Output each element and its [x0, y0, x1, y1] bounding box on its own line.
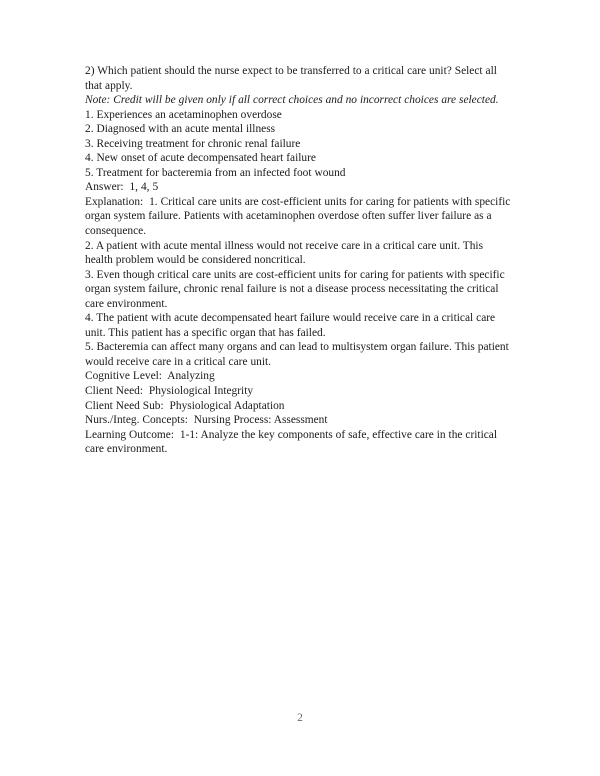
explanation-5: 5. Bacteremia can affect many organs and can lead to multisystem organ failure. This patient would receive care in a critical care unit. — [85, 341, 512, 368]
answer-option-5: 5. Treatment for bacteremia from an infected foot wound — [85, 166, 346, 179]
metadata-nursing-concepts: Nurs./Integ. Concepts: Nursing Process: Assessment — [85, 414, 328, 427]
metadata-client-need: Client Need: Physiological Integrity — [85, 385, 254, 398]
answer-key: Answer: 1, 4, 5 — [85, 181, 159, 194]
answer-option-1: 1. Experiences an acetaminophen overdose — [85, 108, 282, 121]
metadata-cognitive-level: Cognitive Level: Analyzing — [85, 370, 215, 383]
explanation-1: Explanation: 1. Critical care units are cost-efficient units for caring for patients with specific organ system failure. Patients with acetaminophen overdose often suffer liver failure as a consequence. — [85, 195, 514, 238]
explanation-2: 2. A patient with acute mental illness would not receive care in a critical care unit. This health problem would be considered noncritical. — [85, 239, 486, 267]
page-content — [85, 64, 513, 457]
question-note: Note: Credit will be given only if all correct choices and no incorrect choices are selected. — [85, 94, 499, 107]
answer-option-3: 3. Receiving treatment for chronic renal failure — [85, 137, 301, 150]
metadata-learning-outcome: Learning Outcome: 1-1: Analyze the key components of safe, effective care in the critical care environment. — [85, 428, 500, 456]
explanation-4: 4. The patient with acute decompensated heart failure would receive care in a critical care unit. This patient has a specific organ that has failed. — [85, 312, 499, 339]
metadata-client-need-sub: Client Need Sub: Physiological Adaptation — [85, 399, 285, 412]
question-stem: 2) Which patient should the nurse expect to be transferred to a critical care unit? Select all that apply. — [85, 65, 500, 92]
explanation-3: 3. Even though critical care units are cost-efficient units for caring for patients with specific organ system failure, chronic renal failure is not a disease process necessitating the critical care environment. — [85, 268, 508, 310]
answer-option-2: 2. Diagnosed with an acute mental illness — [85, 123, 276, 136]
page-number: 2 — [297, 712, 303, 724]
answer-option-4: 4. New onset of acute decompensated heart failure — [85, 152, 316, 165]
